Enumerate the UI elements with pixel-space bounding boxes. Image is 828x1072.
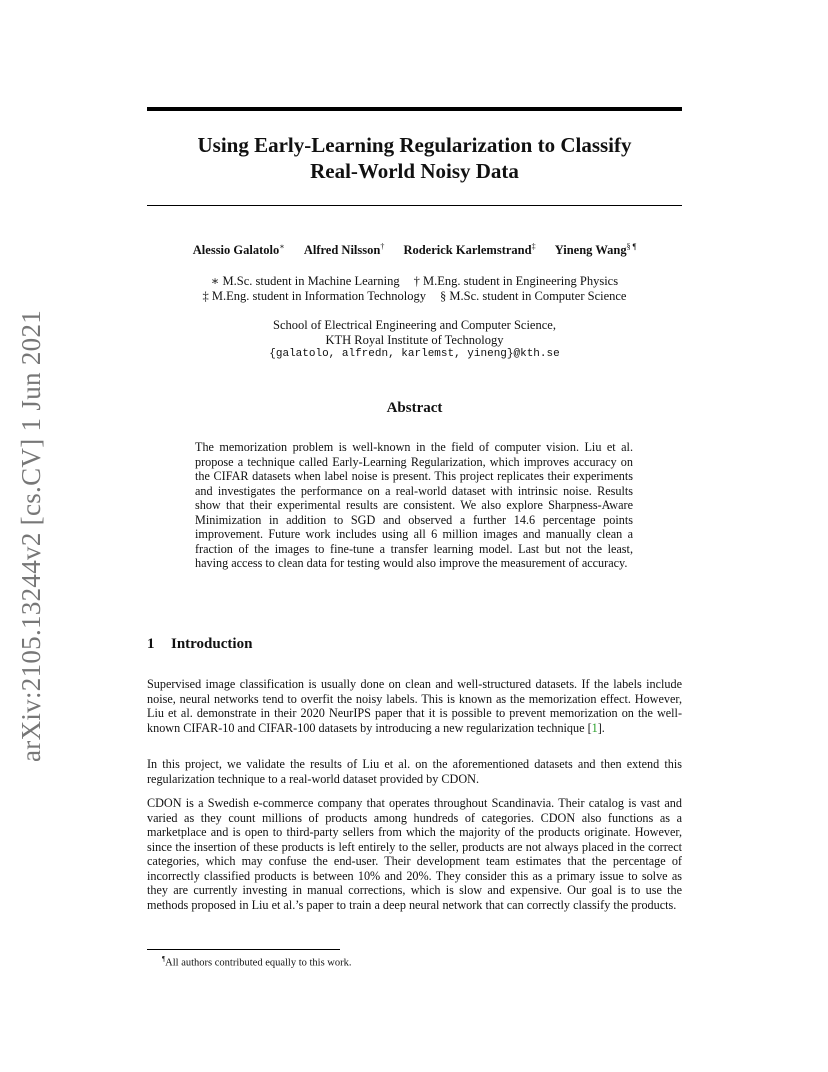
author-name: Yineng Wang xyxy=(554,243,627,258)
author xyxy=(304,243,385,257)
affiliation: ∗ M.Sc. student in Machine Learning xyxy=(210,274,400,288)
footnote xyxy=(162,955,352,969)
title-bottom-rule xyxy=(147,205,682,206)
author-name: Alfred Nilsson xyxy=(303,243,381,258)
paragraph-text: ]. xyxy=(597,720,605,735)
abstract-heading: Abstract xyxy=(386,400,443,416)
title-line-1: Using Early-Learning Regularization to Classify xyxy=(197,133,632,157)
section-number: 1 xyxy=(147,636,155,652)
author-list xyxy=(147,242,682,258)
paragraph-text: Supervised image classification is usually done on clean and well-structured datasets. If the labels include noise, neural networks tend to overfit the noisy labels. This is known as the memorization effect. However, Liu et al. demonstrate in their 2020 NeurIPS paper that it is possible to prevent memorization on the well-known CIFAR-10 and CIFAR-100 datasets by introducing a new regularization technique [ xyxy=(147,677,682,735)
title-line-2: Real-World Noisy Data xyxy=(310,159,519,183)
school-name: School of Electrical Engineering and Computer Science, xyxy=(273,318,556,332)
institution-block xyxy=(147,318,682,362)
citation-link[interactable]: 1 xyxy=(591,720,598,735)
section-heading xyxy=(147,636,252,653)
author-name: Roderick Karlemstrand xyxy=(403,243,532,258)
author-emails[interactable]: {galatolo, alfredn, karlemst, yineng}@kth.se xyxy=(269,348,560,360)
author xyxy=(555,243,637,257)
author-mark: † xyxy=(380,242,385,251)
author xyxy=(193,243,285,257)
paragraph-1 xyxy=(147,677,682,735)
footnote-text: All authors contributed equally to this work. xyxy=(165,957,352,969)
arxiv-identifier: arXiv:2105.13244v2 [cs.CV] 1 Jun 2021 xyxy=(16,309,46,762)
author-mark: ‡ xyxy=(531,242,536,251)
author-name: Alessio Galatolo xyxy=(192,243,280,258)
footnote-rule xyxy=(147,949,340,950)
author-mark: § ¶ xyxy=(626,242,637,251)
affiliation: † M.Eng. student in Engineering Physics xyxy=(413,274,619,288)
paragraph-2: In this project, we validate the results of Liu et al. on the aforementioned datasets and then extend this regularization technique to a real-world dataset provided by CDON. xyxy=(147,757,682,786)
footnote-mark: ¶ xyxy=(162,955,166,963)
author xyxy=(403,243,535,257)
author-mark: ∗ xyxy=(279,242,285,251)
affiliation-line-2 xyxy=(147,289,682,304)
paper-title xyxy=(147,132,682,184)
affiliation-line-1 xyxy=(147,274,682,289)
abstract-text: The memorization problem is well-known in the field of computer vision. Liu et al. propose a technique called Early-Learning Regularization, which improves accuracy on the CIFAR datasets when label noise is present. This project replicates their experiments and investigates the performance on a real-world dataset with intrinsic noise. Results show that their experimental results are consistent. We also explore Sharpness-Aware Minimization in addition to SGD and observed a further 14.6 percentage points improvement. Future work includes using all 6 million images and manually clean a fraction of the images to fine-tune a transfer learning model. Last but not the least, having access to clean data for testing would also improve the measurement of accuracy. xyxy=(195,440,633,570)
affiliation: ‡ M.Eng. student in Information Technology xyxy=(202,289,427,303)
university-name: KTH Royal Institute of Technology xyxy=(325,332,504,347)
paragraph-3: CDON is a Swedish e-commerce company that operates throughout Scandinavia. Their catalog is vast and varied as they count millions of products among hundreds of categories. CDON also functions as a marketplace and is open to third-party sellers from which the majority of the products originate. However, since the insertion of these products is left entirely to the seller, products are not always placed in the correct categories, which may confuse the end-user. Their development team estimates that the percentage of incorrectly classified products is between 10% and 20%. They consider this as a primary issue to solve as they are currently investing in manual corrections, which is slow and expensive. Our goal is to use the methods proposed in Liu et al.’s paper to train a deep neural network that can correctly classify the products. xyxy=(147,796,682,912)
title-top-rule xyxy=(147,107,682,111)
section-title: Introduction xyxy=(171,636,253,652)
affiliation: § M.Sc. student in Computer Science xyxy=(440,289,627,303)
